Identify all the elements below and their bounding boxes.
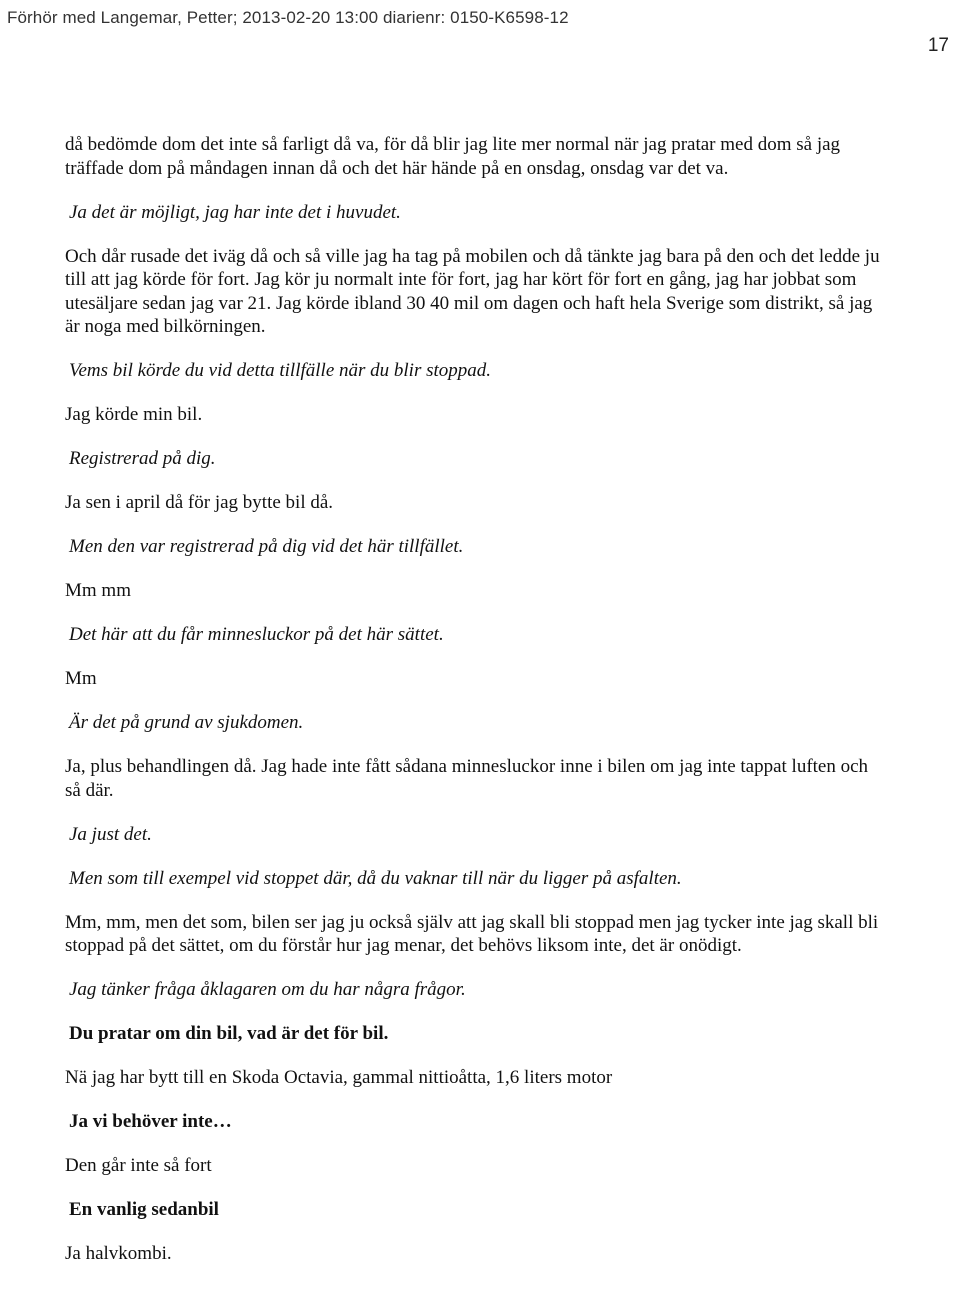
answer-paragraph: Och dår rusade det iväg då och så ville jag ha tag på mobilen och då tänkte jag bara på den och det ledde ju till att jag körde för fort. Jag kör ju normalt inte för fort, jag har kört för fort en gång, jag har jobbat som utesäljare sedan jag var 21. Jag körde ibland 30 40 mil om dagen och haft hela Sverige som distrikt, så jag är noga med bilkörningen. <box>65 245 880 337</box>
answer-paragraph: då bedömde dom det inte så farligt då va, för då blir jag lite mer normal när jag pratar med dom så jag träffade dom på måndagen innan då och det här hände på en onsdag, onsdag var det va. <box>65 134 841 179</box>
question-paragraph: Ja det är möjligt, jag har inte det i huvudet. <box>69 201 401 223</box>
prosecutor-question-paragraph: Ja vi behöver inte… <box>69 1111 232 1132</box>
question-paragraph: Vems bil körde du vid detta tillfälle när du blir stoppad. <box>69 360 492 381</box>
answer-paragraph: Mm <box>65 668 97 689</box>
question-paragraph: Det här att du får minnesluckor på det här sättet. <box>69 624 444 645</box>
prosecutor-question-paragraph: Du pratar om din bil, vad är det för bil. <box>69 1023 389 1044</box>
transcript-body <box>65 133 885 1286</box>
question-paragraph: Är det på grund av sjukdomen. <box>69 712 304 733</box>
document-header: Förhör med Langemar, Petter; 2013-02-20 13:00 diarienr: 0150-K6598-12 <box>7 8 569 27</box>
question-paragraph: Ja just det. <box>69 823 152 845</box>
answer-paragraph: Den går inte så fort <box>65 1155 212 1176</box>
page-number: 17 <box>927 35 949 56</box>
prosecutor-question-paragraph: En vanlig sedanbil <box>69 1199 219 1220</box>
question-paragraph: Jag tänker fråga åklagaren om du har några frågor. <box>69 979 466 1000</box>
question-paragraph: Registrerad på dig. <box>69 448 216 469</box>
answer-paragraph: Ja sen i april då för jag bytte bil då. <box>65 492 334 513</box>
answer-paragraph: Nä jag har bytt till en Skoda Octavia, gammal nittioåtta, 1,6 liters motor <box>65 1067 613 1088</box>
question-paragraph: Men den var registrerad på dig vid det här tillfället. <box>69 536 464 557</box>
answer-paragraph: Ja, plus behandlingen då. Jag hade inte fått sådana minnesluckor inne i bilen om jag inte tappat luften och så där. <box>65 756 869 801</box>
answer-paragraph: Mm mm <box>65 580 131 601</box>
answer-paragraph: Mm, mm, men det som, bilen ser jag ju också själv att jag skall bli stoppad men jag tycker inte jag skall bli stoppad på det sättet, om du förstår hur jag menar, det behövs liksom inte, det är onödigt. <box>65 911 879 956</box>
question-paragraph: Men som till exempel vid stoppet där, då du vaknar till när du ligger på asfalten. <box>69 867 682 889</box>
answer-paragraph: Ja halvkombi. <box>65 1243 172 1264</box>
answer-paragraph: Jag körde min bil. <box>65 404 203 425</box>
